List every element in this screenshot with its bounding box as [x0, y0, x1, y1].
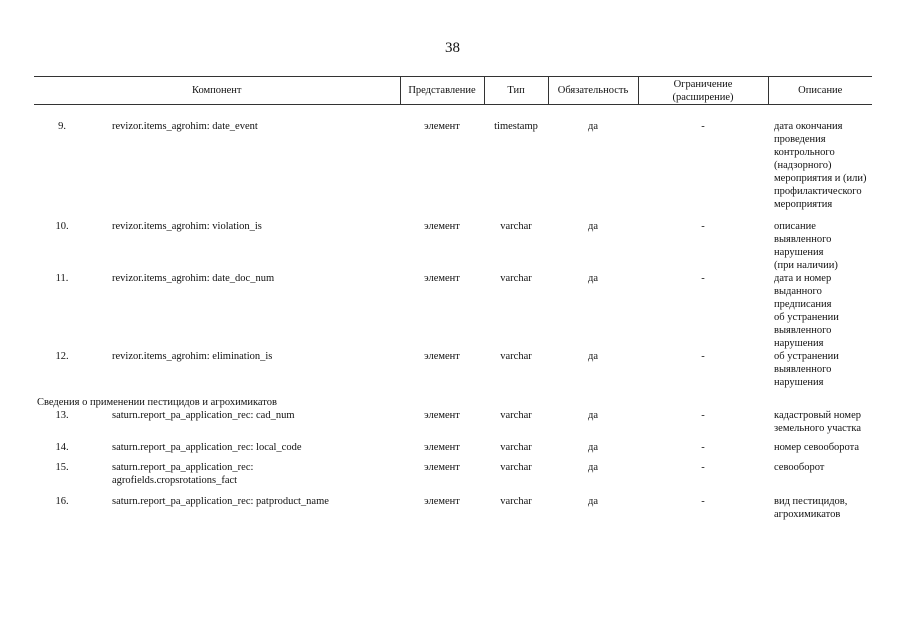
component-name: revizor.items_agrohim: elimination_is	[112, 351, 273, 362]
description-line: об устранении	[774, 312, 839, 323]
description	[768, 461, 872, 495]
view-value: элемент	[424, 221, 460, 232]
limit-value: -	[701, 496, 705, 507]
description-line: кадастровый номер	[774, 410, 861, 421]
required-value: да	[588, 442, 599, 453]
description-line: (при наличии)	[774, 260, 838, 271]
description-line: предписания	[774, 299, 832, 310]
required-value: да	[588, 273, 599, 284]
table-row	[34, 220, 872, 272]
description	[768, 495, 872, 525]
spacer-row	[34, 105, 872, 121]
description	[768, 409, 872, 441]
header-required: Обязательность	[548, 77, 638, 105]
view-value: элемент	[424, 351, 460, 362]
type-value: varchar	[500, 442, 532, 453]
table-row	[34, 495, 872, 525]
component-name: revizor.items_agrohim: violation_is	[112, 221, 262, 232]
description-line: агрохимикатов	[774, 509, 841, 520]
table-row	[34, 441, 872, 461]
description	[768, 120, 872, 220]
description-line: выявленного	[774, 364, 832, 375]
header-description: Описание	[768, 77, 872, 105]
view-value: элемент	[424, 462, 460, 473]
table-row	[34, 272, 872, 350]
component-name-line: agrofields.cropsrotations_fact	[112, 475, 238, 486]
description-line: дата и номер выданного	[774, 273, 832, 297]
component-name	[90, 441, 400, 461]
header-limit-line2: (расширение)	[672, 91, 734, 103]
limit-value: -	[701, 351, 705, 362]
row-number: 14.	[55, 442, 69, 453]
type-value: varchar	[500, 273, 532, 284]
description-line: нарушения	[774, 377, 824, 388]
row-number: 16.	[55, 496, 69, 507]
page-number: 38	[445, 40, 460, 56]
row-number: 9.	[58, 121, 66, 132]
component-name: revizor.items_agrohim: date_event	[112, 121, 258, 132]
description-line: нарушения	[774, 338, 824, 349]
description-line: нарушения	[774, 247, 824, 258]
component-name-line: saturn.report_pa_application_rec: local_code	[112, 442, 302, 453]
row-number: 11.	[55, 273, 69, 284]
specification-table	[34, 76, 872, 525]
description-line: описание выявленного	[774, 221, 832, 245]
table-row	[34, 350, 872, 396]
component-name	[90, 461, 400, 495]
section-title: Сведения о применении пестицидов и агрохимикатов	[37, 397, 277, 408]
view-value: элемент	[424, 273, 460, 284]
required-value: да	[588, 221, 599, 232]
description-line: выявленного	[774, 325, 832, 336]
type-value: varchar	[500, 351, 532, 362]
description-line: об устранении	[774, 351, 839, 362]
row-number: 13.	[55, 410, 69, 421]
required-value: да	[588, 496, 599, 507]
component-name: revizor.items_agrohim: date_doc_num	[112, 273, 275, 284]
required-value: да	[588, 351, 599, 362]
description-line: номер севооборота	[774, 442, 860, 453]
description-line: севооборот	[774, 462, 825, 473]
type-value: varchar	[500, 496, 532, 507]
description-line: проведения	[774, 134, 826, 145]
limit-value: -	[701, 273, 705, 284]
component-name	[90, 495, 400, 525]
limit-value: -	[701, 221, 705, 232]
limit-value: -	[701, 442, 705, 453]
header-view: Представление	[400, 77, 484, 105]
row-number: 10.	[55, 221, 69, 232]
limit-value: -	[701, 410, 705, 421]
component-name-line: saturn.report_pa_application_rec:	[112, 462, 254, 473]
description-line: вид пестицидов,	[774, 496, 848, 507]
component-name-line: saturn.report_pa_application_rec: cad_num	[112, 410, 295, 421]
description	[768, 272, 872, 350]
description-line: контрольного	[774, 147, 835, 158]
header-type: Тип	[484, 77, 548, 105]
description-line: (надзорного)	[774, 160, 832, 171]
header-limit	[638, 77, 768, 105]
type-value: timestamp	[494, 121, 538, 132]
description	[768, 350, 872, 396]
limit-value: -	[701, 121, 705, 132]
row-number: 12.	[55, 351, 69, 362]
description-line: профилактического	[774, 186, 862, 197]
row-number: 15.	[55, 462, 69, 473]
limit-value: -	[701, 462, 705, 473]
table-row	[34, 409, 872, 441]
description-line: мероприятия и (или)	[774, 173, 867, 184]
required-value: да	[588, 462, 599, 473]
type-value: varchar	[500, 221, 532, 232]
view-value: элемент	[424, 496, 460, 507]
section-row	[34, 396, 872, 409]
description	[768, 220, 872, 272]
required-value: да	[588, 410, 599, 421]
component-name-line: saturn.report_pa_application_rec: patproduct_name	[112, 496, 329, 507]
table-row	[34, 461, 872, 495]
view-value: элемент	[424, 410, 460, 421]
description	[768, 441, 872, 461]
description-line: мероприятия	[774, 199, 833, 210]
description-line: дата окончания	[774, 121, 843, 132]
table-header-row	[34, 77, 872, 105]
required-value: да	[588, 121, 599, 132]
type-value: varchar	[500, 462, 532, 473]
description-line: земельного участка	[774, 423, 861, 434]
component-name	[90, 409, 400, 441]
table-row	[34, 120, 872, 220]
view-value: элемент	[424, 121, 460, 132]
header-component: Компонент	[34, 77, 400, 105]
header-limit-line1: Ограничение	[673, 78, 733, 90]
type-value: varchar	[500, 410, 532, 421]
view-value: элемент	[424, 442, 460, 453]
